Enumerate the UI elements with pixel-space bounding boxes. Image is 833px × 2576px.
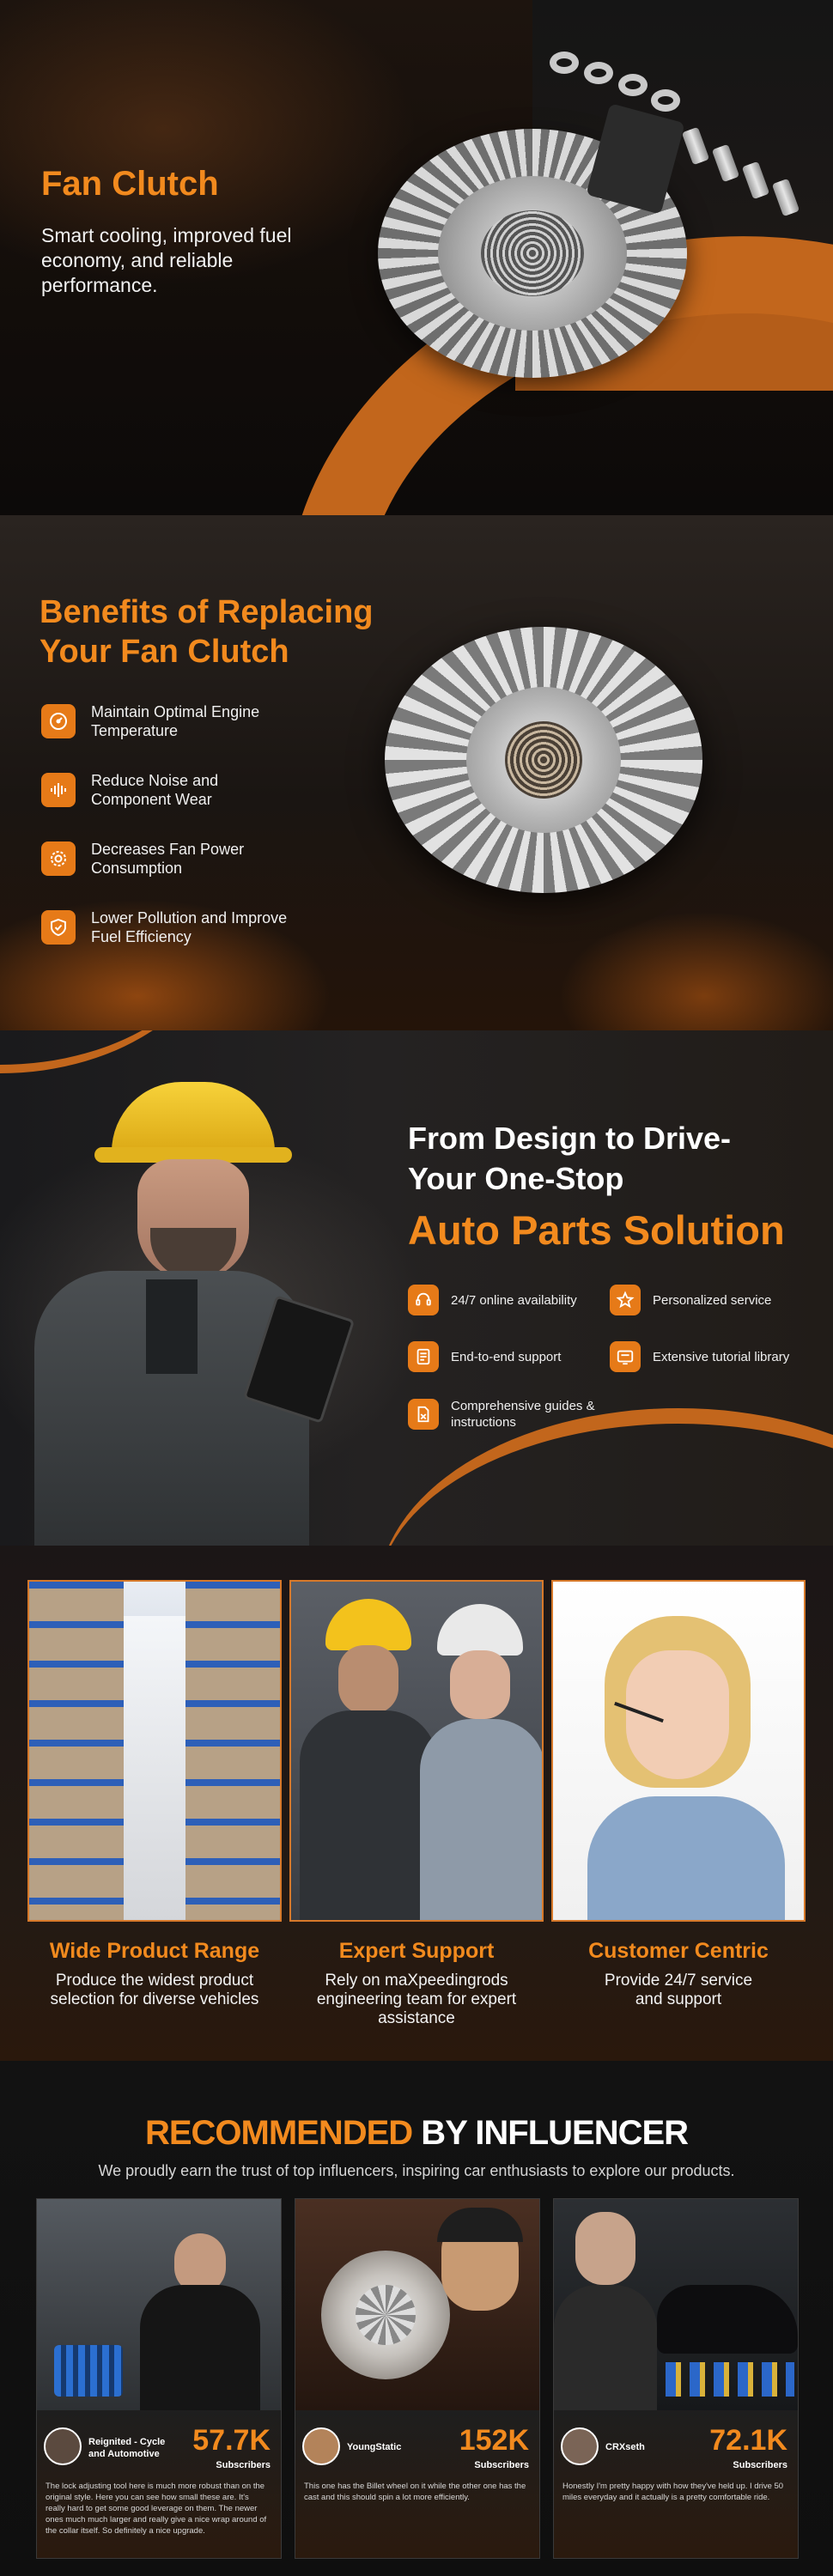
influencer-card[interactable] (295, 2198, 540, 2559)
headset-icon (408, 1285, 439, 1315)
influencer-info-panel (554, 2410, 798, 2558)
benefit-label: Reduce Noise and Component Wear (91, 772, 219, 808)
one-stop-heading-line2: Your One-Stop (408, 1161, 624, 1196)
subscriber-count: 57.7K (192, 2424, 271, 2457)
influencer-section (0, 2061, 833, 2576)
subscriber-label: Subscribers (474, 2460, 529, 2470)
card-description: Produce the widest product selection for diverse vehicles (50, 1971, 259, 2008)
benefits-section (0, 515, 833, 1030)
customer-support-agent-image (551, 1580, 806, 1922)
feature-item (408, 1398, 605, 1431)
influencer-name: Reignited - Cycle and Automotive (88, 2437, 166, 2459)
engineers-image (289, 1580, 544, 1922)
influencer-video-thumbnail[interactable] (295, 2199, 539, 2410)
benefit-label: Lower Pollution and Improve Fuel Efficiency (91, 909, 288, 945)
influencer-heading-rest: BY INFLUENCER (412, 2114, 689, 2152)
fan-clutch-image (385, 627, 702, 893)
fan-clutch-image (378, 129, 687, 378)
star-icon (610, 1285, 641, 1315)
feature-label: Extensive tutorial library (653, 1349, 790, 1364)
tutorial-icon (610, 1341, 641, 1372)
avatar (561, 2427, 599, 2465)
influencer-quote: The lock adjusting tool here is much more robust than on the original style. Here you can see how small these are. It's really hard to get some good leverage on them. The newer ones much much larger and really give a nice wrap around of the collar itself. So definitely a nice upgrade. (46, 2482, 267, 2536)
hero-title: Fan Clutch (41, 165, 219, 203)
one-stop-section (0, 1030, 833, 1546)
avatar (44, 2427, 82, 2465)
card-title: Customer Centric (588, 1939, 769, 1963)
influencer-name: YoungStatic (347, 2442, 402, 2452)
feature-item (408, 1285, 623, 1315)
card-title: Expert Support (338, 1939, 495, 1963)
sound-wave-icon (41, 773, 76, 807)
influencer-quote: This one has the Billet wheel on it while the other one has the cast and this should spin a lot more efficiently. (304, 2482, 526, 2502)
influencer-card[interactable] (36, 2198, 282, 2559)
checklist-icon (408, 1341, 439, 1372)
feature-label: 24/7 online availability (451, 1292, 577, 1308)
hero-section (0, 0, 833, 515)
hero-subtitle: Smart cooling, improved fuel economy, and reliable performance. (41, 224, 292, 296)
feature-label: Personalized service (653, 1292, 772, 1308)
influencer-quote: Honestly I'm pretty happy with how they've held up. I drive 50 miles everyday and it actually is a pretty comfortable ride. (562, 2482, 784, 2502)
value-cards-section (0, 1546, 833, 2061)
card-title: Wide Product Range (49, 1939, 260, 1963)
benefits-title: Benefits of Replacing Your Fan Clutch (40, 594, 374, 670)
feature-label: End-to-end support (451, 1349, 562, 1364)
influencer-name: CRXseth (605, 2442, 645, 2452)
benefit-item (41, 702, 297, 740)
gear-icon (41, 841, 76, 876)
influencer-info-panel (295, 2410, 539, 2558)
influencer-video-thumbnail[interactable] (554, 2199, 798, 2410)
feature-label: Comprehensive guides & instructions (451, 1399, 595, 1430)
influencer-card[interactable] (553, 2198, 799, 2559)
card-description: Rely on maXpeedingrods engineering team for expert assistance (316, 1971, 517, 2027)
influencer-heading (0, 2114, 833, 2153)
document-edit-icon (408, 1399, 439, 1430)
card-description: Provide 24/7 service and support (604, 1971, 753, 2008)
influencer-video-thumbnail[interactable] (37, 2199, 281, 2410)
temperature-gauge-icon (41, 704, 76, 738)
worker-with-tablet-image (9, 1065, 335, 1546)
influencer-info-panel (37, 2410, 281, 2558)
one-stop-heading-line1: From Design to Drive- (408, 1121, 732, 1156)
influencer-heading-highlight: RECOMMENDED (144, 2114, 413, 2152)
benefit-label: Maintain Optimal Engine Temperature (91, 703, 260, 739)
benefit-item (41, 840, 297, 878)
subscriber-count: 72.1K (709, 2424, 787, 2457)
subscriber-count: 152K (459, 2424, 529, 2457)
influencer-subtitle: We proudly earn the trust of top influencers, inspiring car enthusiasts to explore our products. (98, 2162, 735, 2179)
avatar (302, 2427, 340, 2465)
warehouse-image (27, 1580, 282, 1922)
subscriber-label: Subscribers (216, 2460, 271, 2470)
one-stop-heading-highlight: Auto Parts Solution (408, 1207, 785, 1253)
feature-item (610, 1341, 824, 1372)
subscriber-label: Subscribers (733, 2460, 787, 2470)
benefit-item (41, 908, 297, 946)
shield-check-icon (41, 910, 76, 945)
feature-item (610, 1285, 824, 1315)
benefit-label: Decreases Fan Power Consumption (91, 841, 245, 877)
feature-item (408, 1341, 623, 1372)
benefit-item (41, 771, 297, 809)
